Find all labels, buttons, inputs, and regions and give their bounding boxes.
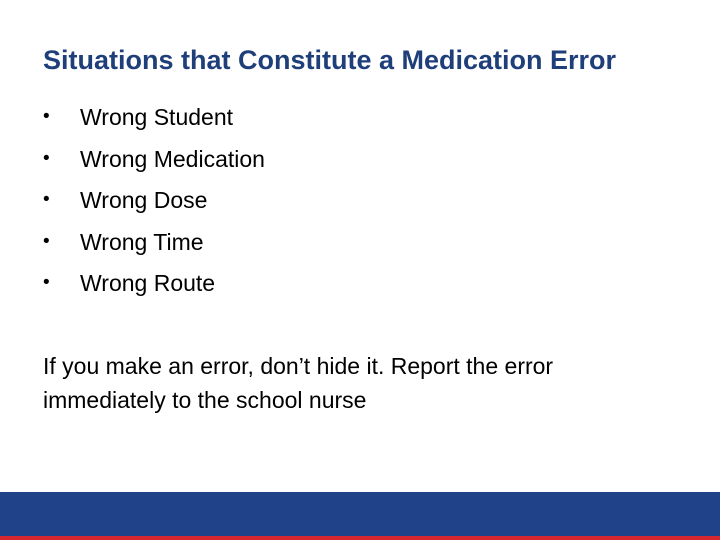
list-item-text: Wrong Student — [80, 104, 234, 130]
bullet-icon: • — [43, 272, 50, 293]
list-item-text: Wrong Time — [80, 228, 204, 255]
bullet-icon: • — [43, 230, 50, 252]
bullet-icon: • — [43, 106, 50, 127]
note-line: immediately to the school nurse — [43, 387, 367, 413]
note-line: If you make an error, don’t hide it. Report the error — [43, 353, 554, 379]
footer-stripe — [0, 536, 720, 540]
list-item — [43, 183, 265, 225]
footer-bar — [0, 492, 720, 536]
list-item — [43, 100, 265, 142]
bullet-icon: • — [43, 147, 50, 169]
error-list — [43, 100, 265, 308]
list-item — [43, 266, 265, 308]
list-item — [43, 225, 265, 267]
list-item-text: Wrong Route — [80, 270, 216, 296]
slide-title: Situations that Constitute a Medication Error — [43, 45, 617, 75]
bullet-icon: • — [43, 189, 50, 210]
list-item-text: Wrong Dose — [80, 187, 208, 213]
report-note — [43, 349, 643, 417]
list-item-text: Wrong Medication — [80, 145, 265, 172]
list-item — [43, 142, 265, 184]
